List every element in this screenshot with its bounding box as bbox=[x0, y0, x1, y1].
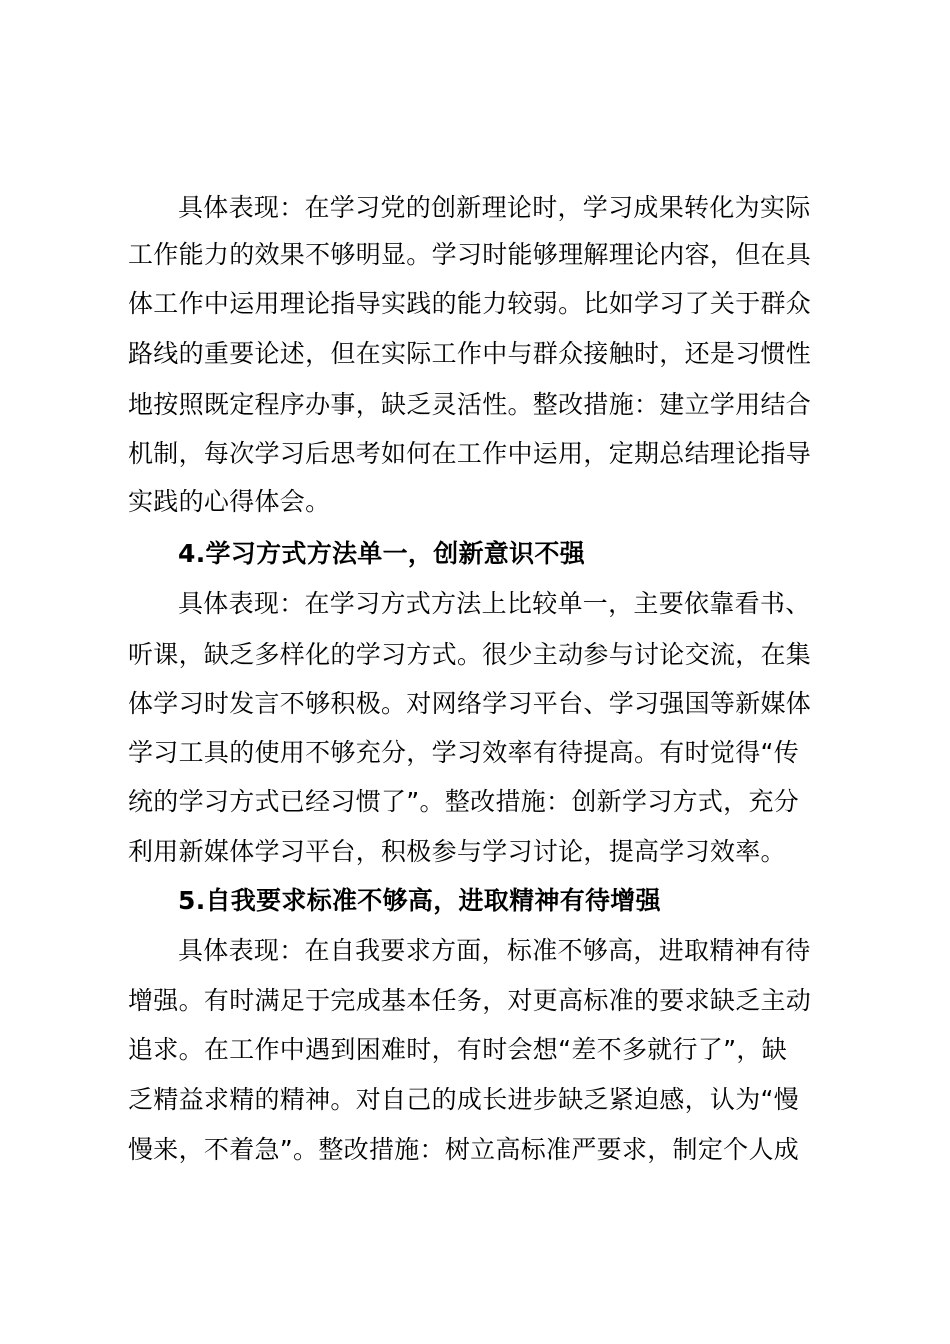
section-heading: 5.自我要求标准不够高，进取精神有待增强 bbox=[178, 886, 661, 915]
paragraph-line: 乏精益求精的精神。对自己的成长进步缺乏紧迫感，认为“慢 bbox=[128, 1085, 800, 1114]
paragraph-line: 路线的重要论述，但在实际工作中与群众接触时，还是习惯性 bbox=[128, 339, 812, 368]
paragraph-line: 学习工具的使用不够充分，学习效率有待提高。有时觉得“传 bbox=[128, 738, 800, 767]
paragraph-line: 工作能力的效果不够明显。学习时能够理解理论内容，但在具 bbox=[128, 240, 812, 269]
paragraph-line: 具体表现：在学习党的创新理论时，学习成果转化为实际 bbox=[178, 193, 811, 222]
paragraph-line: 地按照既定程序办事，缺乏灵活性。整改措施：建立学用结合 bbox=[128, 390, 812, 419]
paragraph-line: 具体表现：在自我要求方面，标准不够高，进取精神有待 bbox=[178, 936, 811, 965]
paragraph-line: 具体表现：在学习方式方法上比较单一，主要依靠看书、 bbox=[178, 589, 811, 618]
paragraph-line: 体学习时发言不够积极。对网络学习平台、学习强国等新媒体 bbox=[128, 689, 812, 718]
paragraph-line: 听课，缺乏多样化的学习方式。很少主动参与讨论交流，在集 bbox=[128, 640, 812, 669]
paragraph-line: 实践的心得体会。 bbox=[128, 487, 331, 516]
paragraph-line: 统的学习方式已经习惯了”。整改措施：创新学习方式，充分 bbox=[128, 787, 800, 816]
paragraph-line: 慢来，不着急”。整改措施：树立高标准严要求，制定个人成 bbox=[128, 1135, 800, 1164]
paragraph-line: 增强。有时满足于完成基本任务，对更高标准的要求缺乏主动 bbox=[128, 986, 812, 1015]
paragraph-line: 追求。在工作中遇到困难时，有时会想“差不多就行了”，缺 bbox=[128, 1035, 788, 1064]
section-heading: 4.学习方式方法单一，创新意识不强 bbox=[178, 539, 585, 568]
paragraph-line: 利用新媒体学习平台，积极参与学习讨论，提高学习效率。 bbox=[128, 837, 786, 866]
paragraph-line: 体工作中运用理论指导实践的能力较弱。比如学习了关于群众 bbox=[128, 289, 812, 318]
paragraph-line: 机制，每次学习后思考如何在工作中运用，定期总结理论指导 bbox=[128, 439, 812, 468]
